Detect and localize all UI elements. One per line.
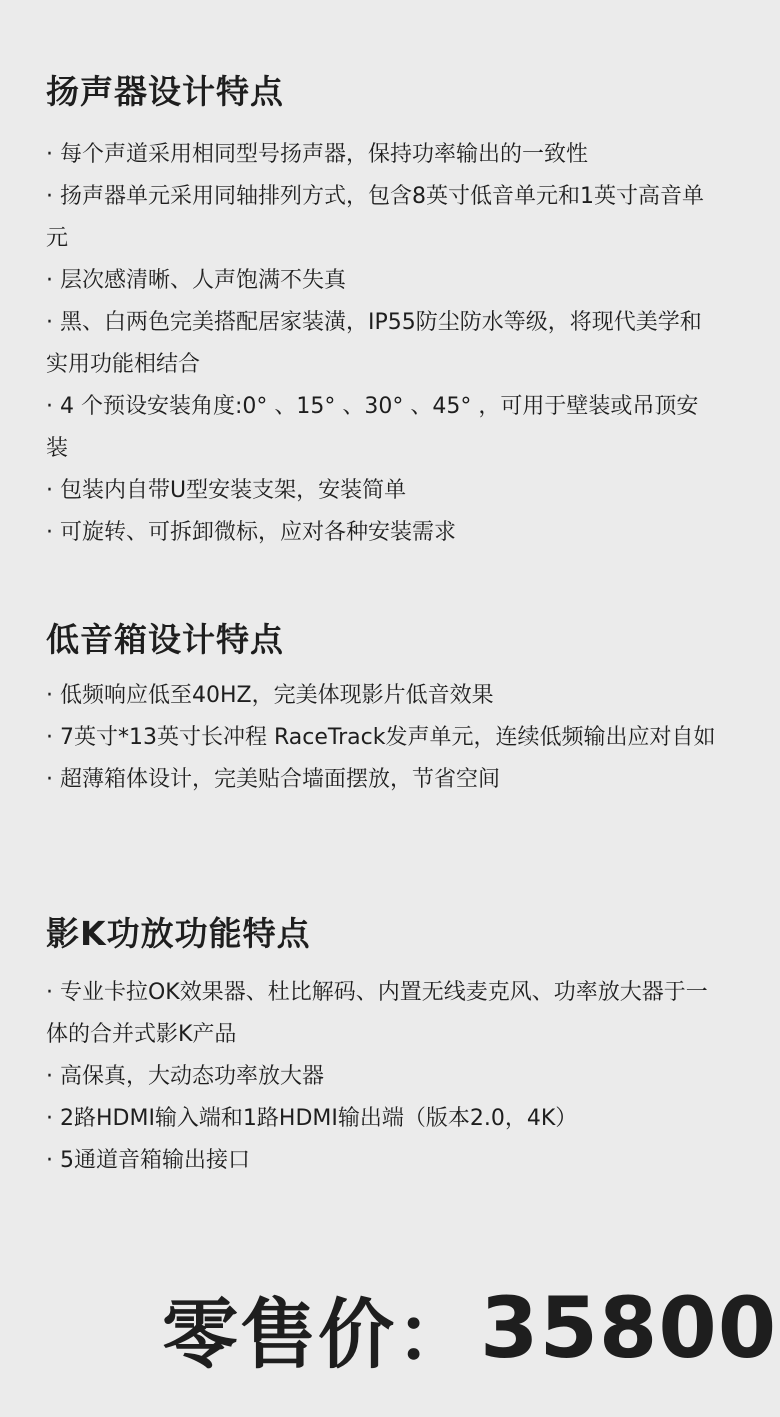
feature-list xyxy=(46,972,716,1182)
feature-item: · 高保真，大动态功率放大器 xyxy=(46,1064,324,1089)
price-value: 35800 xyxy=(480,1279,778,1377)
retail-price xyxy=(162,1278,778,1379)
price-label: 零售价： xyxy=(162,1289,474,1379)
speaker-design-section xyxy=(46,72,716,554)
feature-item: · 超薄箱体设计，完美贴合墙面摆放，节省空间 xyxy=(46,767,500,792)
feature-item: · 2路HDMI输入端和1路HDMI输出端（版本2.0，4K） xyxy=(46,1106,578,1131)
section-title: 影K功放功能特点 xyxy=(46,914,311,953)
feature-item: · 专业卡拉OK效果器、杜比解码、内置无线麦克风、功率放大器于一体的合并式影K产品 xyxy=(46,980,708,1047)
feature-item: · 低频响应低至40HZ，完美体现影片低音效果 xyxy=(46,683,494,708)
feature-item: · 扬声器单元采用同轴排列方式，包含8英寸低音单元和1英寸高音单元 xyxy=(46,184,704,251)
feature-item: · 7英寸*13英寸长冲程 RaceTrack发声单元，连续低频输出应对自如 xyxy=(46,725,716,750)
feature-item: · 可旋转、可拆卸微标，应对各种安装需求 xyxy=(46,520,456,545)
feature-item: · 黑、白两色完美搭配居家装潢，IP55防尘防水等级，将现代美学和实用功能相结合 xyxy=(46,310,702,377)
feature-list xyxy=(46,675,716,801)
amplifier-features-section xyxy=(46,914,716,1182)
feature-item: · 每个声道采用相同型号扬声器，保持功率输出的一致性 xyxy=(46,142,588,167)
feature-item: · 层次感清晰、人声饱满不失真 xyxy=(46,268,346,293)
section-title: 扬声器设计特点 xyxy=(46,72,284,111)
feature-item: · 包装内自带U型安装支架，安装简单 xyxy=(46,478,407,503)
feature-list xyxy=(46,134,716,554)
feature-item: · 4 个预设安装角度:0° 、15° 、30° 、45° ，可用于壁装或吊顶安装 xyxy=(46,394,699,461)
subwoofer-design-section xyxy=(46,620,716,801)
feature-item: · 5通道音箱输出接口 xyxy=(46,1148,250,1173)
section-title: 低音箱设计特点 xyxy=(46,620,284,659)
